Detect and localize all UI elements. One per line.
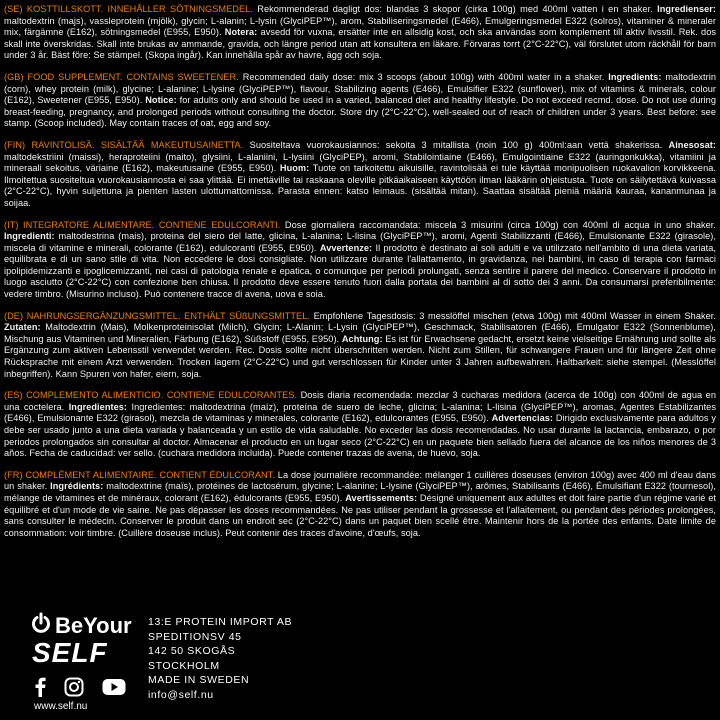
logo-text-bottom: SELF: [32, 637, 108, 668]
label-text-area: [4, 4, 716, 549]
body-text: maltodestrina (mais), proteina del siero del latte, glicina, L-alanina; L-lisina (GlyciPEP™), aromi, Agenti Stabilizzanti (E466), Emulsionante E322 (girasole), miscela di vitamine e minerali, colorante (E162), edulcoranti (E955, E950).: [4, 231, 716, 253]
field-label: Notice:: [145, 95, 177, 106]
power-icon: [30, 612, 52, 639]
language-block-fin: [4, 140, 716, 210]
language-block-de: [4, 311, 716, 381]
body-text: Maltodextrin (Mais), Molkenproteinisolat (Milch), Glycin; L-Alanin; L-Lysin (GlyciPEP™), Geschmack, Stabilisatoren (E466), Emulgator E322 (Sonnenblume), Mischung aus Vitaminen und Mineralien, Färbung (E162), Süßstoff (E955, E950).: [4, 322, 716, 344]
youtube-icon[interactable]: [102, 678, 126, 696]
facebook-icon[interactable]: [34, 677, 46, 697]
address-line: 13:E PROTEIN IMPORT AB: [148, 616, 293, 628]
language-block-fr: [4, 470, 716, 540]
body-text: avsedd för vuxna, ersätter inte en allsidig kost, och ska användas som komplement till aktiv livsstil. Rek. dos skall inte överskridas. Skall inte brukas av ammande, gravida, och längre period utan att konsultera en läkare. Förvaras torrt (2°C-22°C), väl förslutet utom räckhåll för barn under 3 år. Bäst före: Se stämpel. (Skopa ingår). Kan innehålla spår av havre, ägg och soja.: [4, 27, 716, 61]
body-text: Empfohlene Tagesdosis: 3 messlöffel mischen (etwa 100g) mit 400ml Wasser in einem Shaker.: [309, 310, 716, 321]
field-label: Huom:: [279, 163, 310, 174]
field-label: Ingredienser:: [657, 4, 716, 14]
social-links: [34, 677, 130, 697]
body-text: Dosis diaria recomendada: mezclar 3 cucharas medidora (acerca de 100g) con 400ml de agua en una coctelera.: [4, 390, 716, 412]
section-heading: (IT) INTEGRATORE ALIMENTARE. CONTIENE EDULCORANTI.: [4, 219, 281, 230]
body-text: Dirigido exclusivamente para adultos y debe ser usado junto a una dieta variada y balanceada y un estilo de vida saludable. No exceder las dosis recomendadas. No usar durante la lactancia, embarazo, o por periodos prolongados sin consultar al doctor. Almacenar el producto en un lugar seco (2°C-22°C) en un paquete bien sellado fuera del alcance de los niños menores de 3 años. Fecha de caducidad: ver sello. (cuchara medidora incluida). Puede contener trazas de avena, de huevo, soja.: [4, 413, 716, 459]
field-label: Ingredientes:: [68, 401, 128, 412]
body-text: Recommended daily dose: mix 3 scoops (about 100g) with 400ml water in a shaker.: [238, 71, 609, 82]
field-label: Ingrédients:: [50, 481, 104, 492]
field-label: Zutaten:: [4, 322, 41, 333]
field-label: Notera:: [224, 27, 258, 38]
company-address: [148, 615, 292, 703]
body-text: Il prodotto è destinato ai soli adulti e va utilizzato nell'ambito di una dieta variata, equilibrata e di un sano stile di vita. Non eccedere le dosi consigliate. Non utilizzare durante l'allattamento, in gravidanza, nei bambini, in caso di terapia con farmaci ipolipidemizzanti e ipoglicemizzanti, nei casi di patologia renale e epatica, o comunque per periodi prolungati, senza sentire il parere del medico. Conservare il prodotto in luogo asciutto (2°C-22°C) con confezione ben chiusa. Il prodotto deve essere tenuto fuori dalla portata dei bambini al di sotto dei 3 anni. Da consumarsi preferibilmente: vedere timbro. (Misurino incluso). Può contenere tracce di avena, uova e soia.: [4, 242, 716, 300]
section-heading: (DE) NAHRUNGSERGÄNZUNGSMITTEL. ENTHÄLT SÜßUNGSMITTEL.: [4, 310, 310, 321]
section-heading: (ES) COMPLEMENTO ALIMENTICIO. CONTIENE EDULCORANTES.: [4, 390, 298, 401]
logo-text-top: BeYour: [55, 612, 132, 638]
contact-email[interactable]: info@self.nu: [148, 688, 214, 701]
body-text: maltodextrin (corn), whey protein (milk), glycine; L-alanine; L-lysine (GlyciPEP™), flavour, Stabilizing agents (E466), Emulsifier E322 (sunflower), mix of vitamins & minerals, colour (E162), Sweetener (E955, E950).: [4, 71, 716, 106]
body-text: Suositeltava vuorokausiannos: sekoita 3 mitallista (noin 100 g) 400ml:aan vettä shakerissa.: [243, 139, 669, 150]
field-label: Avertissements:: [345, 492, 418, 503]
language-block-it: [4, 220, 716, 301]
address-line: STOCKHOLM: [148, 659, 220, 672]
address-line: MADE IN SWEDEN: [148, 674, 250, 687]
field-label: Ingredients:: [608, 71, 662, 82]
website-link[interactable]: www.self.nu: [34, 701, 88, 712]
field-label: Advertencias:: [491, 413, 554, 424]
field-label: Ingredienti:: [4, 231, 55, 242]
body-text: Es ist für Erwachsene gedacht, ersetzt keine vielseitige Ernährung und sollte als Ergänzung zum aktiven Lebensstil verwendet werden. Rec. Dosis sollte nicht überschritten werden. Nicht zum Stillen, für schwangere Frauen und für längere Zeit ohne Rücksprache mit einem Arzt verwenden. Trocken lagern (2°C-22°C) und gut verschlossen für Kinder unter 3 Jahren aufbewahren. Haltbarkeit: siehe stempel. (Messlöffel inbegriffen). Kann Spuren von hafer, eiern, soja.: [4, 333, 716, 379]
section-heading: (FR) COMPLÉMENT ALIMENTAIRE. CONTIENT ÉDULCORANT.: [4, 469, 275, 480]
field-label: Ainesosat:: [668, 139, 716, 150]
body-text: Rekommenderad dagligt dos: blandas 3 skopor (cirka 100g) med 400ml vatten i en shaker.: [252, 4, 658, 14]
body-text: for adults only and should be used in a varied, balanced diet and healthy lifestyle. Do not exceed recmd. dose. Do not use during breast-feeding, pregnancy, and prolonged periods without consulting the doctor. Store dry (2°C-22°C), well-sealed out of reach of children under 3 years. Best before: see stamp. (Scoop included). May contain traces of oat, egg and soy.: [4, 95, 716, 129]
section-heading: (SE) KOSTTILLSKOTT. INNEHÅLLER SÖTNINGSMEDEL.: [4, 4, 253, 14]
footer: [0, 612, 720, 720]
brand-logo: [30, 612, 130, 712]
language-block-es: [4, 390, 716, 460]
body-text: La dose journalière recommandée: mélanger 1 cuillères doseuses (environ 100g) avec 400 ml d'eau dans un shaker.: [4, 469, 716, 492]
address-line: 142 50 SKOGÅS: [148, 645, 236, 658]
section-heading: (FIN) RAVINTOLISÄ. SISÄLTÄÄ MAKEUTUSAINETTA.: [4, 139, 244, 150]
body-text: maltodextrine (maïs), protéines de lactosérum, glycine; L-alanine; L-lysine (GlyciPEP™), arômes, Stabilisants (E466), Émulsifiant E322 (tournesol), mélange de vitamines et de minéraux, colorant (E162), édulcorants (E955, E950).: [4, 481, 716, 503]
body-text: maltodextrin (majs), vassleprotein (mjölk), glycin; L-alanin; L-lysin (GlyciPEP™), arom, Stabiliseringsmedel (E466), Emulgeringsmedel E322 (solros), vitaminer & mineraler mix, färgämne (E162), sötningsmedel (E955, E950).: [4, 15, 716, 38]
section-heading: (GB) FOOD SUPPLEMENT. CONTAINS SWEETENER.: [4, 71, 239, 82]
language-block-se: [4, 4, 716, 62]
field-label: Achtung:: [341, 333, 383, 344]
language-block-gb: [4, 72, 716, 130]
body-text: Tuote on tarkoitettu aikuisille, ravintolisää ei tule käyttää monipuolisen ruokavalion korvikkeena. Ilmoitettua suositeltua vuorokausiannosta ei saa ylittää. Ei imettäville tai raskaana oleville pitkäaikaiseen käyttöön ilman lääkärin ohjeistusta. Tuote on säilytettävä kuivassa (2°C-22°C), hyvin suljettuna ja pienten lasten ulottumattomissa. Parasta ennen: katso leimaus. (sisältää mitan). Saattaa sisältää pieniä määriä kauraa, kananmunaa ja soijaa.: [4, 163, 716, 208]
body-text: Désigné uniquement aux adultes et doit faire partie d'un régime varié et équilibré et d'un mode de vie saine. Ne pas dépasser les doses recommandées. Ne pas utiliser pendant la grossesse et l'allaitement, ou pendant des périodes prolongées, sans consulter le médecin. Conserver le produit dans un endroit sec (2°C-22°C) dans un paquet bien scellé être. Maintenir hors de la portée des enfants. Date limite de consommation: voir timbre. (Cuillère doseuse inclus). Peut contenir des traces d'avoine, d'œufs, soja.: [4, 492, 717, 538]
address-line: SPEDITIONSV 45: [148, 630, 242, 643]
field-label: Avvertenze:: [319, 242, 373, 253]
body-text: maltodekstriini (maissi), heraproteiini (maito), glysiini, L-alaniini, L-lysiini (GlyciPEP), aromi, Stabilointiaine (E466), Emulgointiaine E322 (auringonkukka), vitamiini ja mineraali sekoitus, väriaine (E162), makeutusaine (E955, E950).: [4, 151, 716, 174]
body-text: Dose giornaliera raccomandata: miscela 3 misurini (circa 100g) con 400ml di acqua in uno shaker.: [280, 219, 716, 230]
instagram-icon[interactable]: [64, 677, 84, 697]
body-text: Ingredientes: maltodextrina (maíz), proteína de suero de leche, glicina; L-alanina; L-lisina (GlyciPEP™), aromas, Agentes Estabilizantes (E466), Emulsionante E322 (girasol), mezcla de vitaminas y minerales, colorante (E162), edulcorantes (E955, E950).: [4, 401, 716, 424]
